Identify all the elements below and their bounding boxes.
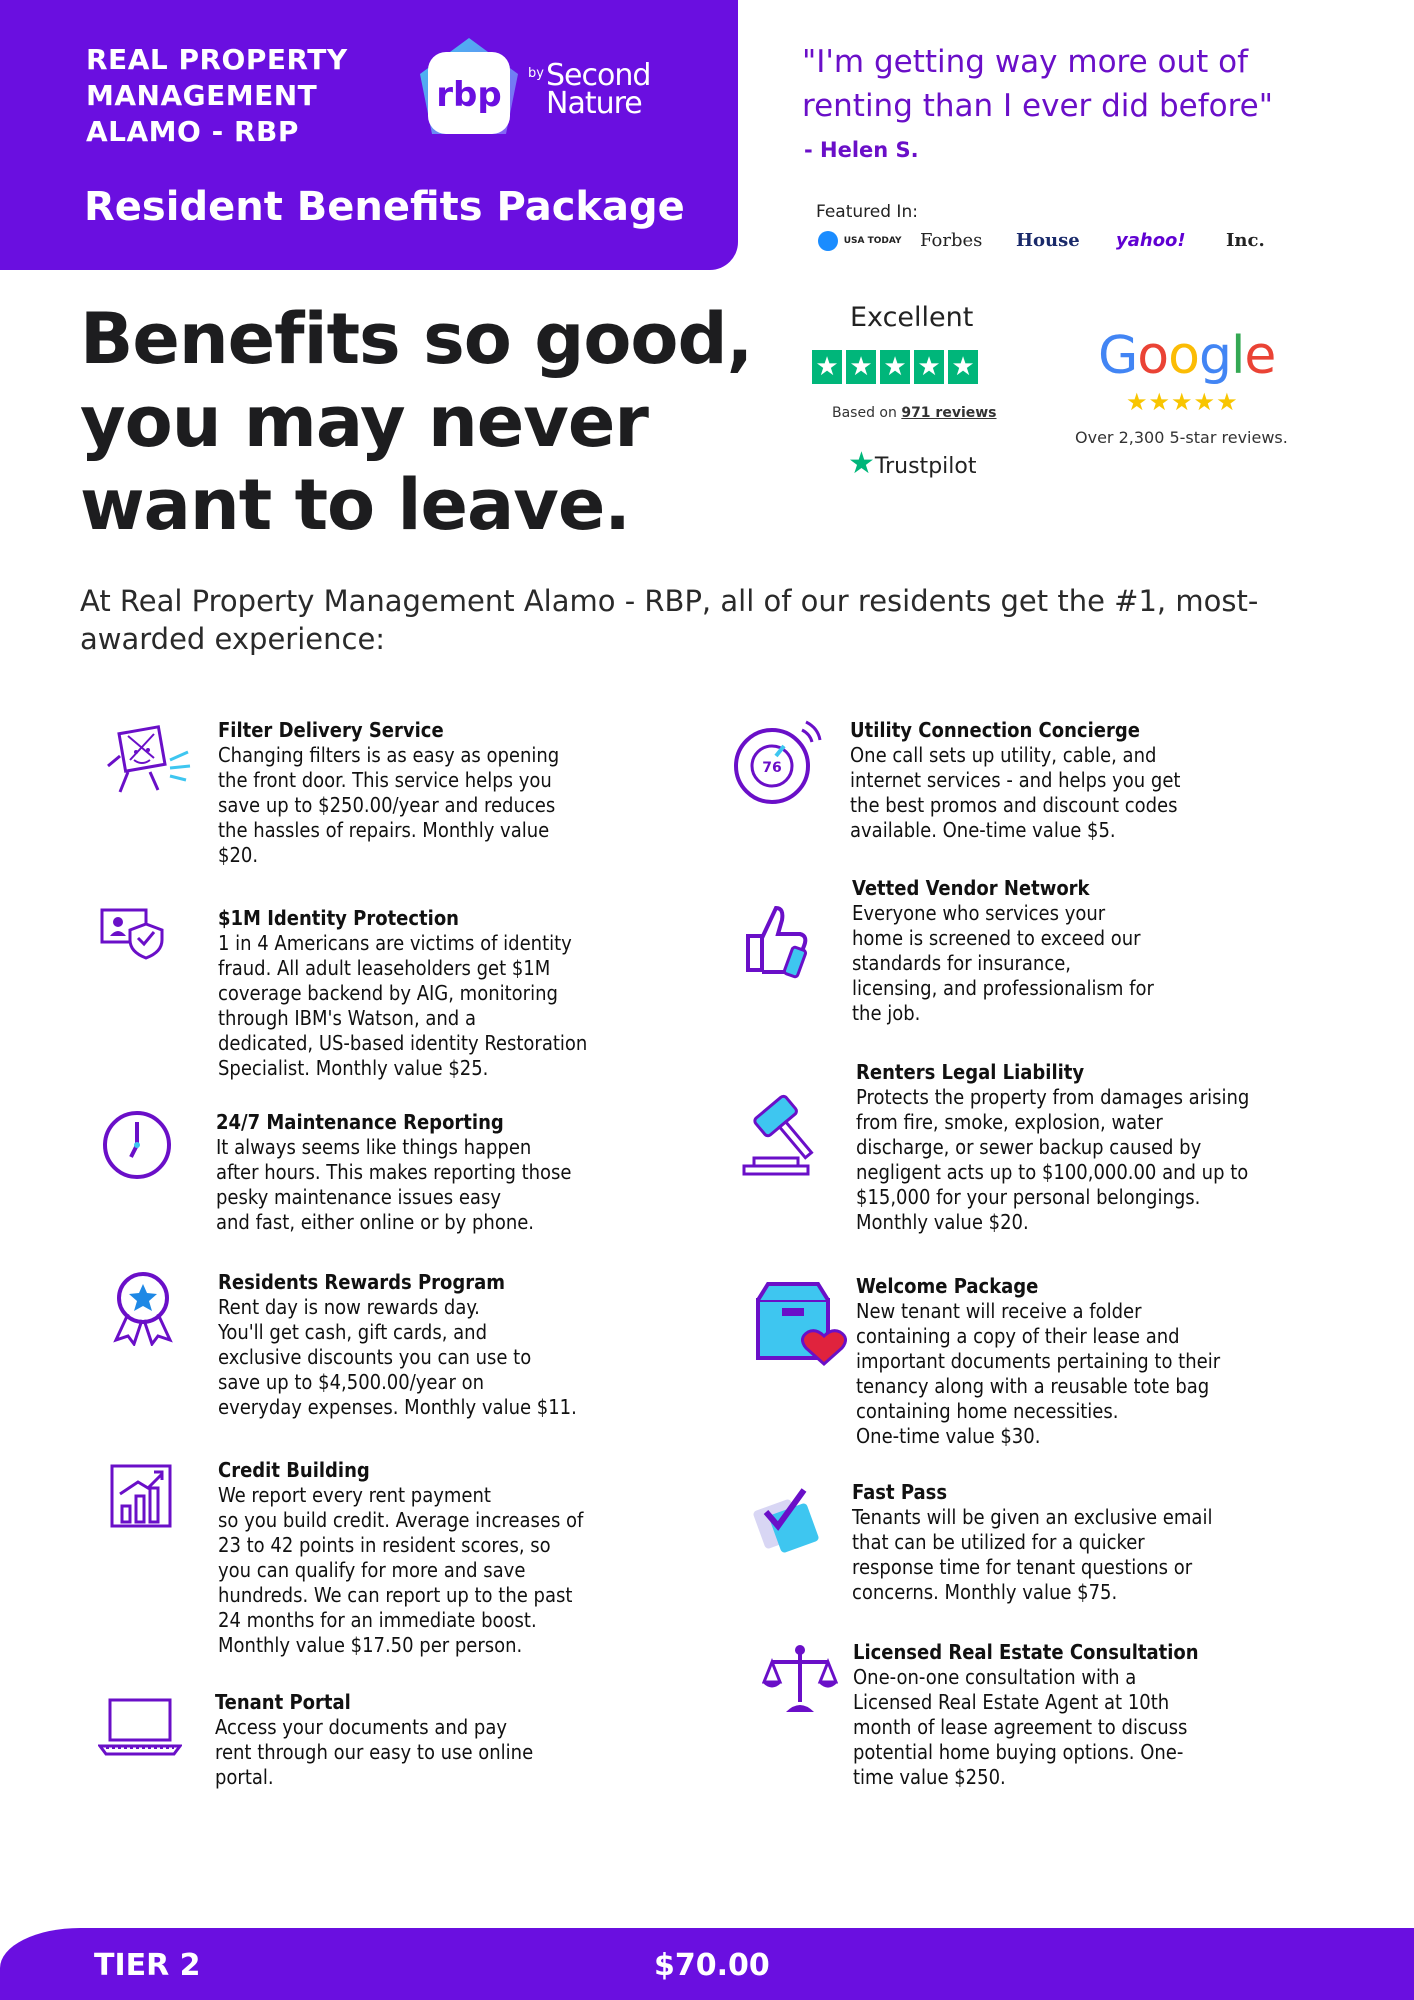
trustpilot-brand: ★Trustpilot [848, 446, 977, 481]
filter-box-icon [98, 716, 194, 806]
company-name-line: MANAGEMENT [86, 79, 318, 112]
trustpilot-star-icon: ★ [914, 350, 944, 384]
thumbs-up-icon [738, 896, 818, 980]
logo-by: by [528, 66, 544, 81]
benefit-title: Vetted Vendor Network [852, 876, 1090, 900]
benefit-description: Tenants will be given an exclusive email that can be utilized for a quicker response time for tenant questions or concerns. Monthly value $75. [852, 1505, 1213, 1604]
benefit-title: Tenant Portal [215, 1690, 351, 1714]
testimonial-author: - Helen S. [804, 138, 919, 162]
header-banner [0, 0, 738, 270]
page-subtitle: Resident Benefits Package [84, 184, 685, 230]
benefit-credit-building [218, 1458, 658, 1658]
logo-text: rbp [436, 75, 502, 115]
intro-text: At Real Property Management Alamo - RBP, all of our residents get the #1, most-awarded experience: [80, 584, 1259, 656]
benefit-title: Utility Connection Concierge [850, 718, 1140, 742]
benefit-fast-pass [852, 1480, 1322, 1605]
trustpilot-star-icon: ★ [812, 350, 842, 384]
benefit-title: Filter Delivery Service [218, 718, 444, 742]
trustpilot-reviews-link[interactable]: 971 reviews [901, 405, 997, 421]
gavel-icon [738, 1086, 830, 1182]
benefit-title: Credit Building [218, 1458, 370, 1482]
tier-price: $70.00 [654, 1948, 770, 1983]
google-reviews-count: Over 2,300 5-star reviews. [1075, 428, 1288, 447]
svg-text:76: 76 [762, 760, 782, 776]
benefit-description: Access your documents and pay rent through our easy to use online portal. [215, 1715, 534, 1789]
company-name-line: REAL PROPERTY [86, 43, 348, 76]
press-house: House [1016, 230, 1080, 251]
benefit-description: One call sets up utility, cable, and internet services - and helps you get the best promos and discount codes available. One-time value $5. [850, 743, 1181, 842]
logo-brand [546, 58, 651, 121]
press-yahoo: yahoo! [1116, 230, 1186, 251]
trustpilot-stars [812, 350, 978, 384]
benefit-title: Licensed Real Estate Consultation [853, 1640, 1199, 1664]
benefit-title: Welcome Package [856, 1274, 1039, 1298]
trustpilot-based-on: Based on 971 reviews [832, 405, 997, 421]
scales-icon [762, 1640, 838, 1716]
logo-brand-line: Second [546, 58, 651, 93]
trustpilot-star-icon: ★ [846, 350, 876, 384]
rbp-logo [414, 34, 524, 144]
benefit-welcome-package [856, 1274, 1326, 1449]
logo-brand-line: Nature [546, 86, 642, 121]
benefit-title: Fast Pass [852, 1480, 948, 1504]
benefit-description: Rent day is now rewards day. You'll get cash, gift cards, and exclusive discounts you can use to save up to $4,500.00/year on everyday expenses. Monthly value $11. [218, 1295, 577, 1419]
usa-today-dot-icon [818, 231, 838, 251]
press-forbes: Forbes [920, 230, 983, 251]
google-stars: ★★★★★ [1126, 388, 1239, 416]
press-inc: Inc. [1226, 230, 1265, 251]
benefit-maintenance-reporting [216, 1110, 656, 1235]
trustpilot-star-icon: ★ [880, 350, 910, 384]
benefit-filter-delivery [218, 718, 658, 868]
benefit-description: Protects the property from damages arising from fire, smoke, explosion, water discharge, or sewer backup caused by negligent acts up to $100,000.00 and up to $15,000 for your personal belongings. Monthly value $20. [856, 1085, 1250, 1234]
benefit-description: One-on-one consultation with a Licensed Real Estate Agent at 10th month of lease agreement to discuss potential home buying options. One- time value $250. [853, 1665, 1188, 1789]
id-shield-icon [98, 904, 170, 964]
benefit-title: $1M Identity Protection [218, 906, 459, 930]
trustpilot-star-icon: ★ [948, 350, 978, 384]
fast-pass-ticket-icon [752, 1482, 828, 1554]
benefit-real-estate-consultation [853, 1640, 1323, 1790]
main-headline: Benefits so good, you may never want to leave. [80, 298, 753, 546]
benefit-description: New tenant will receive a folder containing a copy of their lease and important documents pertaining to their tenancy along with a reusable tote bag containing home necessities. One-time value $30. [856, 1299, 1221, 1448]
benefit-description: 1 in 4 Americans are victims of identity fraud. All adult leaseholders get $1M coverage backend by AIG, monitoring through IBM's Watson, and a dedicated, US-based identity Restoration Specialist. Monthly value $25. [218, 931, 588, 1080]
benefit-utility-concierge [850, 718, 1320, 843]
benefit-title: 24/7 Maintenance Reporting [216, 1110, 504, 1134]
trustpilot-rating-word: Excellent [850, 302, 974, 333]
google-logo: Google [1098, 326, 1276, 386]
benefit-identity-protection [218, 906, 658, 1081]
press-usa-today: USA TODAY [818, 230, 902, 251]
benefit-rewards-program [218, 1270, 658, 1420]
package-heart-icon [752, 1278, 848, 1368]
footer-bar [0, 1928, 1414, 2000]
benefit-title: Renters Legal Liability [856, 1060, 1085, 1084]
company-name [86, 42, 348, 150]
laptop-icon [98, 1696, 182, 1758]
award-ribbon-icon [108, 1270, 178, 1346]
benefit-vetted-vendors [852, 876, 1322, 1026]
growth-chart-icon [108, 1460, 174, 1532]
benefit-legal-liability [856, 1060, 1336, 1235]
benefit-description: Changing filters is as easy as opening the front door. This service helps you save up to $250.00/year and reduces the hassles of repairs. Monthly value $20. [218, 743, 560, 867]
featured-label: Featured In: [816, 202, 918, 222]
trustpilot-star-logo-icon: ★ [848, 446, 875, 481]
benefit-description: It always seems like things happen after hours. This makes reporting those pesky maintenance issues easy and fast, either online or by phone. [216, 1135, 572, 1234]
benefit-description: We report every rent payment so you build credit. Average increases of 23 to 42 points in resident scores, so you can qualify for more and save hundreds. We can report up to the past 24 months for an immediate boost. Monthly value $17.50 per person. [218, 1483, 584, 1657]
gauge-icon [730, 716, 822, 808]
clock-icon [100, 1108, 174, 1182]
benefit-description: Everyone who services your home is screened to exceed our standards for insurance, licensing, and professionalism for the job. [852, 901, 1154, 1025]
testimonial-quote: "I'm getting way more out of renting than I ever did before" [802, 44, 1273, 124]
benefit-tenant-portal [215, 1690, 655, 1790]
company-name-line: ALAMO - RBP [86, 115, 299, 148]
tier-label: TIER 2 [94, 1948, 201, 1983]
benefit-title: Residents Rewards Program [218, 1270, 506, 1294]
